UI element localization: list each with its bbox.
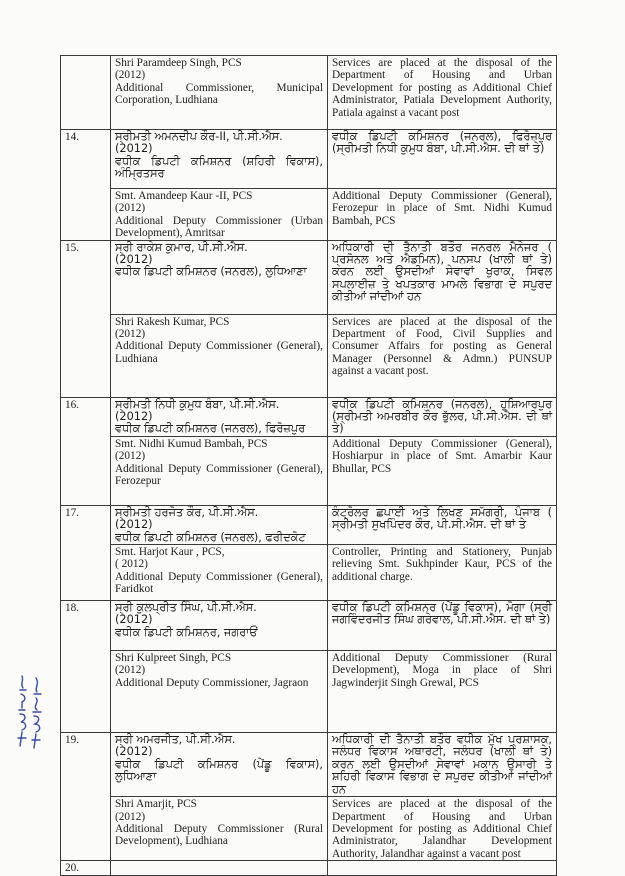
officer-name: ਸ੍ਰੀਮਤੀ ਹਰਜੋਤ ਕੌਰ, ਪੀ.ਸੀ.ਐਸ. [115,505,259,519]
current-posting: ਵਧੀਕ ਡਿਪਟੀ ਕਮਿਸ਼ਨਰ (ਜਨਰਲ), ਫਰੀਦਕੋਟ [115,530,306,544]
serial-number [61,797,111,861]
current-posting: ਵਧੀਕ ਡਿਪਟੀ ਕਮਿਸ਼ਨਰ (ਪੇਂਡੂ ਵਿਕਾਸ), ਲੁਧਿਆਣਾ [115,757,323,784]
serial-number: 19. [61,733,111,797]
serial-number: 20. [61,861,111,875]
table-row [61,397,557,436]
current-posting: Additional Deputy Commissioner (General), Ludhiana [115,340,323,365]
officer-name: ਸ੍ਰੀਮਤੀ ਅਮਨਦੀਪ ਕੌਰ-II, ਪੀ.ਸੀ.ਐਸ. [115,130,283,143]
batch-year: (2012) [115,253,153,267]
table-row [61,130,557,189]
serial-number [61,56,111,130]
batch-year: (2012) [115,613,153,627]
batch-year: (2012) [115,450,146,463]
officer-name: Smt. Amandeep Kaur -II, PCS [115,190,253,202]
serial-number: 17. [61,505,111,544]
officer-name: Shri Kulpreet Singh, PCS [115,652,232,665]
current-posting: ਵਧੀਕ ਡਿਪਟੀ ਕਮਿਸ਼ਨਰ, ਜਗਰਾਓਂ [115,625,258,639]
current-posting: Additional Deputy Commissioner (Urban Development), Amritsar [115,214,323,240]
serial-number [61,651,111,733]
new-posting-cell: Services are placed at the disposal of the Department of Housing and Urban Development for posting as Additional Chief Administrator, Patiala Development Authority, Patiala against a vacant post [328,56,557,130]
table-row [61,733,557,797]
table-row [61,505,557,544]
current-posting: ਵਧੀਕ ਡਿਪਟੀ ਕਮਿਸ਼ਨਰ (ਸ਼ਹਿਰੀ ਵਿਕਾਸ), ਅੰਮ੍ਰਿਤਸਰ [115,154,323,181]
officer-name-cell [111,314,328,397]
officer-name-cell [111,397,328,436]
current-posting: Additional Deputy Commissioner, Jagraon [115,676,309,689]
table-row [61,314,557,397]
current-posting: Additional Deputy Commissioner (General), Faridkot [115,570,323,596]
table-row [61,601,557,651]
new-posting-cell: ਵਧੀਕ ਡਿਪਟੀ ਕਮਿਸ਼ਨਰ (ਪੇਂਡੂ ਵਿਕਾਸ), ਮੋਗਾ (ਸ੍ਰੀ ਜਗਵਿੰਦਰਜੀਤ ਸਿੰਘ ਗਰੇਵਾਲ, ਪੀ.ਸੀ.ਐਸ. ਦੀ ਥਾਂ ਤੇ) [328,601,557,651]
officer-name-cell [111,505,328,544]
new-posting-cell: Services are placed at the disposal of the Department of Housing and Urban Development for posting as Additional Chief Administrator, Jalandhar Development Authority, Jalandhar against a vacant post [328,797,557,861]
officer-name-cell [111,733,328,797]
batch-year: (2012) [115,142,153,156]
batch-year: (2012) [115,810,146,823]
serial-number [61,189,111,241]
current-posting: Additional Deputy Commissioner (General), Ferozepur [115,462,323,488]
officer-name: ਸ੍ਰੀਮਤੀ ਨਿਧੀ ਕੁਮੁਧ ਬੰਬਾ, ਪੀ.ਸੀ.ਐਸ. [115,397,280,411]
officer-name: ਸ੍ਰੀ ਰਾਕੇਸ਼ ਕੁਮਾਰ, ਪੀ.ਸੀ.ਐਸ. [115,240,248,254]
serial-number: 18. [61,601,111,651]
new-posting-cell: Services are placed at the disposal of the Department of Food, Civil Supplies and Consumer Affairs for posting as General Manager (Personnel & Admn.) PUNSUP against a vacant post. [328,314,557,397]
batch-year: (2012) [115,410,153,424]
table-row [61,861,557,875]
serial-number [61,314,111,397]
officer-name-cell [111,240,328,314]
current-posting: Additional Commissioner, Municipal Corporation, Ludhiana [115,81,323,107]
new-posting-cell: ਅਧਿਕਾਰੀ ਦੀ ਤੈਨਾਤੀ ਬਤੌਰ ਜਨਰਲ ਮੈਨੇਜਰ ( ਪ੍ਰਸੋਨਲ ਅਤੇ ਐਡਮਿਨ), ਪਨਸਪ (ਖਾਲੀ ਥਾਂ ਤੇ) ਕਰਨ ਲਈ ਉਸਦੀਆਂ ਸੇਵਾਵਾਂ ਖੁਰਾਕ, ਸਿਵਲ ਸਪਲਾਈਜ਼ ਤੇ ਖਪਤਕਾਰ ਮਾਮਲੇ ਵਿਭਾਗ ਦੇ ਸਪੁਰਦ ਕੀਤੀਆਂ ਜਾਂਦੀਆਂ ਹਨ [328,240,557,314]
table-row [61,545,557,601]
serial-number [61,545,111,601]
table-row [61,56,557,130]
batch-year: ( 2012) [115,558,148,571]
new-posting-cell: ਵਧੀਕ ਡਿਪਟੀ ਕਮਿਸ਼ਨਰ (ਜਨਰਲ), ਹੁਸ਼ਿਆਰਪੁਰ (ਸ੍ਰੀਮਤੀ ਅਮਰਬੀਰ ਕੌਰ ਭੁੱਲਰ, ਪੀ.ਸੀ.ਐਸ. ਦੀ ਥਾਂ ਤੇ) [328,397,557,436]
serial-number [61,436,111,505]
handwritten-signature [12,672,52,752]
officer-name-cell [111,797,328,861]
new-posting-cell: Additional Deputy Commissioner (General), Ferozepur in place of Smt. Nidhi Kumud Bambah, PCS [328,189,557,241]
table-row [61,797,557,861]
batch-year: (2012) [115,202,146,215]
new-posting-cell [328,861,557,875]
officer-name: Shri Paramdeep Singh, PCS [115,57,242,69]
current-posting: Additional Deputy Commissioner (Rural Development), Ludhiana [115,822,323,848]
batch-year: (2012) [115,664,146,677]
batch-year: (2012) [115,328,146,341]
officer-name: ਸ੍ਰੀ ਕੁਲਪ੍ਰੀਤ ਸਿੰਘ, ਪੀ.ਸੀ.ਐਸ. [115,601,257,615]
new-posting-cell: ਕੰਟ੍ਰੋਲਰ ਛਪਾਈ ਅਤੇ ਲਿਖਣ ਸਮੱਗਰੀ, ਪੰਜਾਬ ( ਸ੍ਰੀਮਤੀ ਸੁਖਪਿੰਦਰ ਕੌਰ, ਪੀ.ਸੀ.ਐਸ. ਦੀ ਥਾਂ ਤੇ [328,505,557,544]
officer-name-cell [111,189,328,241]
current-posting: ਵਧੀਕ ਡਿਪਟੀ ਕਮਿਸ਼ਨਰ (ਜਨਰਲ), ਲੁਧਿਆਣਾ [115,265,307,279]
officer-name: ਸ੍ਰੀ ਅਮਰਜੀਤ, ਪੀ.ਸੀ.ਐਸ. [115,733,236,747]
officer-name: Smt. Harjot Kaur , PCS, [115,546,225,559]
officer-name-cell [111,436,328,505]
officer-name-cell [111,130,328,189]
new-posting-cell: ਵਧੀਕ ਡਿਪਟੀ ਕਮਿਸ਼ਨਰ (ਜਨਰਲ), ਫਿਰੋਜ਼ਪੁਰ (ਸ੍ਰੀਮਤੀ ਨਿਧੀ ਕੁਮੁਧ ਬੰਬਾ, ਪੀ.ਸੀ.ਐਸ. ਦੀ ਥਾਂ ਤੇ) [328,130,557,189]
new-posting-cell: ਅਧਿਕਾਰੀ ਦੀ ਤੈਨਾਤੀ ਬਤੌਰ ਵਧੀਕ ਮੁੱਖ ਪ੍ਰਸ਼ਾਸਕ, ਜਲੰਧਰ ਵਿਕਾਸ ਅਥਾਰਟੀ, ਜਲੰਧਰ (ਖਾਲੀ ਥਾਂ ਤੇ) ਕਰਨ ਲਈ ਉਸਦੀਆਂ ਸੇਵਾਵਾਂ ਮਕਾਨ ਉਸਾਰੀ ਤੇ ਸ਼ਹਿਰੀ ਵਿਕਾਸ ਵਿਭਾਗ ਦੇ ਸਪੁਰਦ ਕੀਤੀਆਂ ਜਾਂਦੀਆਂ ਹਨ [328,733,557,797]
batch-year: (2012) [115,745,153,759]
officer-name-cell [111,56,328,130]
current-posting: ਵਧੀਕ ਡਿਪਟੀ ਕਮਿਸ਼ਨਰ (ਜਨਰਲ), ਫਿਰੋਜ਼ਪੁਰ [115,422,306,436]
batch-year: (2012) [115,518,153,532]
officer-name: Shri Amarjit, PCS [115,798,197,811]
officer-name-cell [111,651,328,733]
officer-name: Shri Rakesh Kumar, PCS [115,315,230,328]
serial-number: 16. [61,397,111,436]
postings-table [60,55,557,876]
serial-number: 15. [61,240,111,314]
officer-name-cell [111,545,328,601]
table-row [61,189,557,241]
officer-name: Smt. Nidhi Kumud Bambah, PCS [115,437,268,450]
new-posting-cell: Additional Deputy Commissioner (General), Hoshiarpur in place of Smt. Amarbir Kaur Bhullar, PCS [328,436,557,505]
serial-number: 14. [61,130,111,189]
table-row [61,436,557,505]
batch-year: (2012) [115,69,146,82]
table-row [61,240,557,314]
new-posting-cell: Controller, Printing and Stationery, Punjab relieving Smt. Sukhpinder Kaur, PCS of the additional charge. [328,545,557,601]
officer-name-cell [111,601,328,651]
officer-name-cell [111,861,328,875]
new-posting-cell: Additional Deputy Commissioner (Rural Development), Moga in place of Shri Jagwinderjit Singh Grewal, PCS [328,651,557,733]
table-row [61,651,557,733]
